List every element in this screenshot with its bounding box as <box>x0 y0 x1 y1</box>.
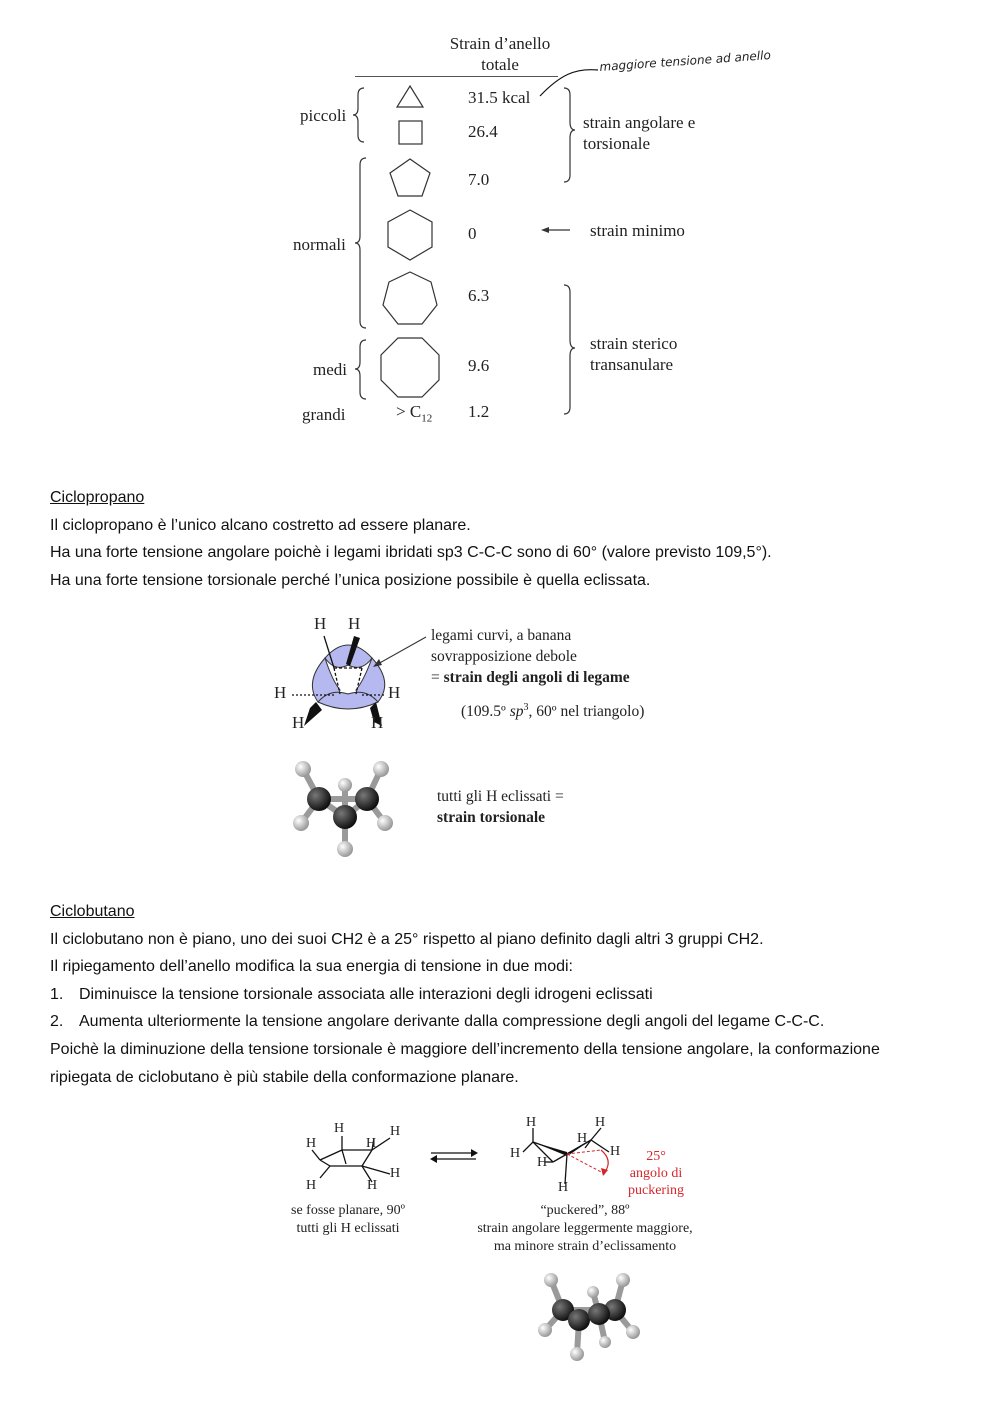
note-angle-line2: torsionale <box>583 134 651 153</box>
list-item-number: 1. <box>50 985 64 1003</box>
value-cyclooctane: 9.6 <box>468 356 490 375</box>
note-steric-line1: strain sterico <box>590 334 678 353</box>
brace-medium <box>355 340 366 399</box>
group-label-normal: normali <box>293 235 346 254</box>
cyclopropane-pointer <box>370 635 430 670</box>
equilibrium-arrows-icon <box>428 1148 480 1164</box>
h-atom-label: H <box>348 614 361 633</box>
cyclobutane-closing-line: ripiegata de ciclobutano è più stabile della conformazione planare. <box>50 1068 519 1086</box>
model-note-line1: tutti gli H eclissati = <box>437 788 564 805</box>
brace-right-steric <box>564 285 575 414</box>
puckered-caption <box>455 1202 715 1256</box>
puckering-angle-label <box>627 1148 685 1199</box>
angle-label-line2: puckering <box>628 1183 684 1198</box>
pentagon-ring-icon <box>390 159 430 196</box>
cyclopropane-model-note <box>437 786 564 828</box>
h-atom-label: H <box>292 713 305 732</box>
strain-table-graphics <box>0 0 1000 440</box>
cyclopropane-orbital-figure <box>270 610 410 740</box>
square-ring-icon <box>399 121 422 144</box>
value-cycloheptane: 6.3 <box>468 286 490 305</box>
angle-label-line1: angolo di <box>629 1166 683 1181</box>
planar-caption-line1: se fosse planare, 90º <box>291 1203 405 1218</box>
cyclopropane-line: Ha una forte tensione angolare poichè i legami ibridati sp3 C-C-C sono di 60° (valore previsto 109,5°). <box>50 544 772 562</box>
cyclopropane-line: Ha una forte tensione torsionale perché l’unica posizione possibile è quella eclissata. <box>50 571 651 589</box>
fig-note-line1: legami curvi, a banana <box>431 627 572 644</box>
h-atom-label: H <box>314 614 327 633</box>
cyclobutane-puckered-figure <box>505 1114 695 1204</box>
puckered-caption-line3: ma minore strain d’eclissamento <box>493 1239 677 1254</box>
fig-note-line4 <box>431 697 644 722</box>
list-item-text: Diminuisce la tensione torsionale associata alle interazioni degli idrogeni eclissati <box>79 985 653 1003</box>
cyclobutane-line: Il ciclobutano non è piano, uno dei suoi CH2 è a 25° rispetto al piano definito dagli altri 3 gruppi CH2. <box>50 930 764 948</box>
triangle-ring-icon <box>397 86 423 107</box>
note-steric-line2: transanulare <box>590 355 674 374</box>
cyclopropane-ball-model-image <box>285 755 405 865</box>
planar-caption <box>285 1202 411 1238</box>
fig-note-line3-bold: strain degli angoli di legame <box>443 669 630 686</box>
octagon-ring-icon <box>381 338 439 397</box>
cyclopropane-orbital-diagram <box>270 610 410 740</box>
brace-normal <box>355 158 366 328</box>
h-atom-label: H <box>367 1178 378 1193</box>
model-note-line2-bold: strain torsionale <box>437 809 546 826</box>
cyclobutane-ball-model-image <box>533 1268 645 1363</box>
note-pointer-line <box>540 70 598 96</box>
fig-note-line4-b: , 60º nel triangolo) <box>528 703 645 721</box>
puckered-caption-line1: “puckered”, 88º <box>540 1203 630 1218</box>
minimum-arrow-head <box>541 227 549 233</box>
cyclopropane-ball-model <box>285 755 405 865</box>
strain-table <box>0 0 1000 440</box>
value-large-rings: 1.2 <box>468 402 490 421</box>
note-angle-line1: strain angolare e <box>583 113 696 132</box>
angle-value: 25° <box>646 1149 666 1164</box>
h-atom-label: H <box>371 713 384 732</box>
h-atom-label: H <box>334 1121 345 1136</box>
h-atom-label: H <box>306 1178 317 1193</box>
table-header-line2: totale <box>481 55 519 74</box>
fig-note-line4-sup: 3 <box>523 702 529 713</box>
value-cyclobutane: 26.4 <box>468 122 498 141</box>
brace-right-angle <box>564 88 575 182</box>
h-atom-label: H <box>388 683 401 702</box>
fig-note-line3-prefix: = <box>431 669 444 686</box>
h-atom-label: H <box>610 1144 621 1159</box>
model-note-line2 <box>437 807 564 828</box>
list-item-number: 2. <box>50 1013 64 1031</box>
h-atom-label: H <box>595 1115 606 1130</box>
puckered-caption-line2: strain angolare leggermente maggiore, <box>477 1221 693 1236</box>
group-label-medium: medi <box>313 360 347 379</box>
cyclopropane-section <box>50 484 772 594</box>
handwritten-note: maggiore tensione ad anello <box>599 48 772 74</box>
note-minimum: strain minimo <box>590 221 685 240</box>
value-cyclohexane: 0 <box>468 224 477 243</box>
cyclobutane-line: Il ripiegamento dell’anello modifica la sua energia di tensione in due modi: <box>50 958 573 976</box>
h-atom-label: H <box>390 1124 401 1139</box>
hexagon-ring-icon <box>388 210 432 260</box>
fig-note-line3 <box>431 667 644 688</box>
cyclobutane-closing-line: Poichè la diminuzione della tensione torsionale è maggiore dell’incremento della tensione angolare, la conformazione <box>50 1040 880 1058</box>
brace-small <box>353 88 364 142</box>
large-ring-subscript: 12 <box>421 412 433 425</box>
h-atom-label: H <box>577 1131 588 1146</box>
cyclobutane-ball-model <box>533 1268 645 1363</box>
h-atom-label: H <box>558 1180 569 1195</box>
fig-note-line4-sp: sp <box>509 703 524 721</box>
table-header-line1: Strain d’anello <box>449 34 551 53</box>
planar-caption-line2: tutti gli H eclissati <box>296 1221 400 1236</box>
fig-note-line2: sovrapposizione debole <box>431 648 577 665</box>
h-atom-label: H <box>537 1155 548 1170</box>
cyclopropane-line: Il ciclopropano è l’unico alcano costretto ad essere planare. <box>50 516 471 534</box>
fig-note-line4-a: (109.5º <box>461 703 510 721</box>
h-atom-label: H <box>366 1136 377 1151</box>
cyclopropane-heading: Ciclopropano <box>50 489 145 506</box>
h-atom-label: H <box>526 1115 537 1130</box>
list-item-text: Aumenta ulteriormente la tensione angolare derivante dalla compressione degli angoli del legame C-C-C. <box>79 1013 825 1031</box>
cyclobutane-heading: Ciclobutano <box>50 903 135 920</box>
h-atom-label: H <box>306 1136 317 1151</box>
list-item <box>50 981 880 1009</box>
value-cyclopentane: 7.0 <box>468 170 490 189</box>
h-atom-label: H <box>390 1166 401 1181</box>
heptagon-ring-icon <box>383 272 437 324</box>
list-item <box>50 1008 880 1036</box>
value-cyclopropane: 31.5 kcal <box>468 88 531 107</box>
cyclobutane-section <box>50 898 880 1091</box>
group-label-small: piccoli <box>300 106 347 125</box>
h-atom-label: H <box>510 1146 521 1161</box>
cyclobutane-planar-figure <box>290 1118 420 1198</box>
h-atom-label: H <box>274 683 287 702</box>
large-ring-prefix: > C <box>396 402 422 421</box>
group-label-large: grandi <box>302 405 346 424</box>
cyclopropane-figure-note <box>431 625 644 722</box>
